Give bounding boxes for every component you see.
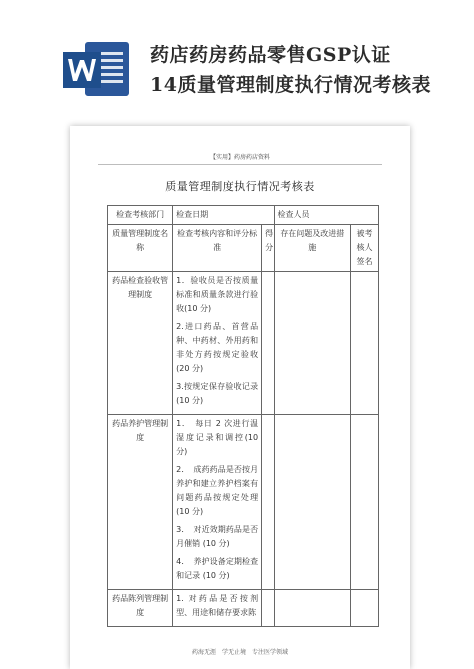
doc-footer: 药海无涯 学无止境 专注医学领域: [191, 649, 288, 656]
table-row: [108, 415, 379, 590]
col-header-content: 检查考核内容和评分标准: [173, 225, 262, 272]
document-page: [70, 126, 410, 669]
table-row: [108, 272, 379, 415]
date-label: 检查日期: [173, 206, 274, 225]
inspector-label: 检查人员: [274, 206, 378, 225]
headline: [150, 40, 470, 100]
section-name: 药品养护管理制度: [108, 415, 173, 590]
table-row-meta: [108, 206, 379, 225]
score-cell[interactable]: [262, 415, 274, 590]
word-document-icon: [63, 38, 131, 100]
signature-cell[interactable]: [351, 415, 379, 590]
problems-cell[interactable]: [274, 415, 351, 590]
doc-title: 质量管理制度执行情况考核表: [165, 180, 315, 193]
banner: [0, 0, 474, 108]
col-header-problems: 存在问题及改进措施: [274, 225, 351, 272]
section-content: [173, 590, 262, 627]
doc-header: 【实用】药房药店资料: [209, 154, 270, 161]
doc-header-divider: [98, 164, 382, 165]
dept-label: 检查考核部门: [108, 206, 173, 225]
criterion-item: 4． 养护设备定期检查和记录 (10 分): [176, 557, 259, 580]
criterion-item: 1. 对药品是否按剂型、用途和储存要求陈: [176, 594, 259, 617]
criterion-item: 3.按规定保存验收记录 (10 分): [176, 382, 259, 405]
assessment-table: [107, 205, 379, 627]
criterion-item: 1．验收员是否按质量标准和质量条款进行验收(10 分): [176, 276, 259, 313]
section-content: [173, 415, 262, 590]
criterion-item: 3． 对近效期药品是否月催销 (10 分): [176, 525, 259, 548]
col-header-name: 质量管理制度名称: [108, 225, 173, 272]
col-header-score: 得分: [262, 225, 274, 272]
headline-line-2: 14质量管理制度执行情况考核表: [150, 74, 431, 96]
criterion-item: 2.进口药品、首营品种、中药材、外用药和非处方药按规定验收(20 分): [176, 322, 259, 373]
score-cell[interactable]: [262, 590, 274, 627]
table-header-row: [108, 225, 379, 272]
section-content: [173, 272, 262, 415]
headline-line-1: 药店药房药品零售GSP认证: [150, 44, 391, 66]
score-cell[interactable]: [262, 272, 274, 415]
section-name: 药品检查验收管理制度: [108, 272, 173, 415]
section-name: 药品陈列管理制度: [108, 590, 173, 627]
signature-cell[interactable]: [351, 590, 379, 627]
problems-cell[interactable]: [274, 590, 351, 627]
col-header-signature: 被考核人签名: [351, 225, 379, 272]
table-row: [108, 590, 379, 627]
criterion-item: 1． 每日 2 次进行温湿度记录和调控(10 分): [176, 419, 259, 456]
problems-cell[interactable]: [274, 272, 351, 415]
criterion-item: 2． 成药药品是否按月养护和建立养护档案有问题药品按规定处理 (10 分): [176, 465, 259, 516]
signature-cell[interactable]: [351, 272, 379, 415]
